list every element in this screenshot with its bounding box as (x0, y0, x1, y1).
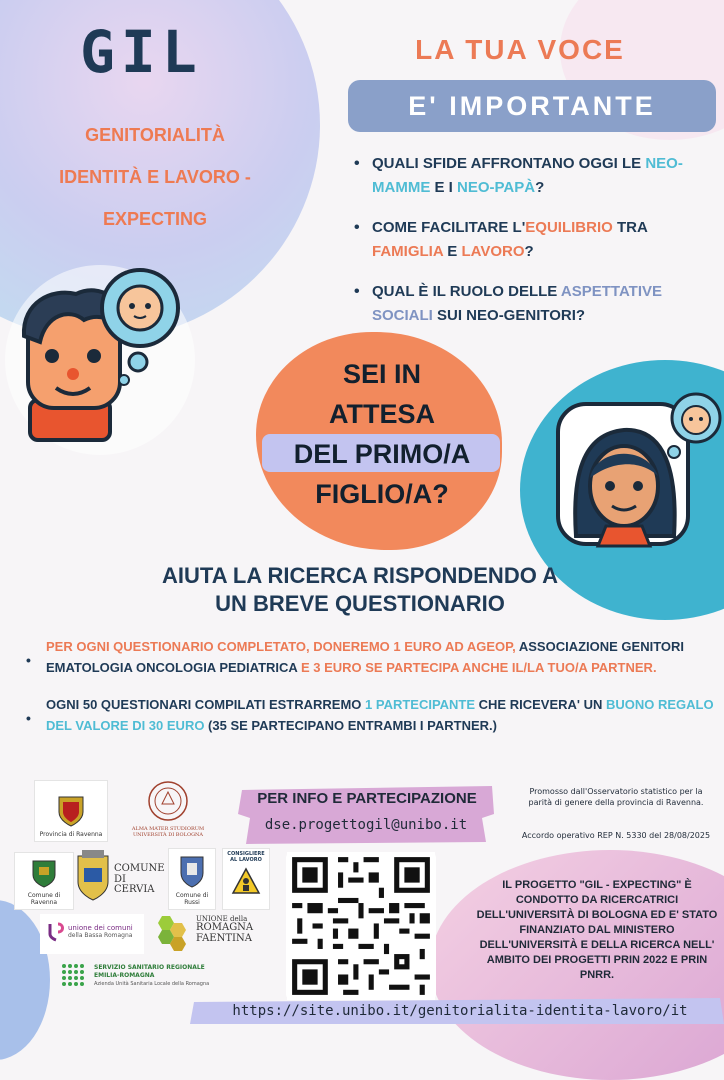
question-highlight: ASPETTATIVE SOCIALI (372, 283, 663, 324)
consigliere-label-line-1: CONSIGLIERE (227, 851, 265, 857)
qr-code[interactable] (286, 852, 436, 1000)
attesa-line-2: ATTESA (329, 399, 435, 429)
provincia-crest-icon (56, 794, 86, 828)
website-url-link[interactable]: https://site.unibo.it/genitorialita-identita-lavoro/it (232, 1003, 688, 1019)
question-item (350, 152, 695, 200)
unione-bassa-romagna-logo (40, 914, 144, 954)
brand-subtitle (40, 114, 270, 240)
cervia-crest-icon (74, 848, 112, 904)
ravenna-crest-icon (31, 859, 57, 889)
unione-romagna-faentina-logo (152, 910, 252, 956)
comune-russi-logo (168, 848, 216, 910)
question-text: QUAL È IL RUOLO DELLE (372, 283, 561, 300)
question-text: ? (524, 243, 534, 260)
info-text: PER OGNI QUESTIONARIO COMPLETATO, DONEREMO 1 EURO AD AGEOP, (46, 639, 516, 654)
cta-line-1: AIUTA LA RICERCA RISPONDENDO A (162, 563, 558, 588)
attesa-line-1: SEI IN (342, 359, 422, 389)
question-highlight: FAMIGLIA (372, 243, 444, 260)
attesa-line-3: DEL PRIMO/A (293, 439, 471, 469)
headline-la-tua-voce: LA TUA VOCE (415, 34, 625, 65)
cervia-label-line-1: COMUNE (114, 863, 165, 874)
info-text: ASSOCIAZIONE GENITORI EMATOLOGIA ONCOLOGIA PEDIATRICA (46, 639, 685, 675)
question-item (350, 280, 695, 328)
servizio-sanitario-logo (60, 960, 230, 996)
faentina-label-line-3: FAENTINA (196, 932, 252, 944)
unione-bassa-label-line-2: della Bassa Romagna (68, 932, 133, 939)
agreement-text: Accordo operativo REP N. 5330 del 28/08/2025 (521, 831, 711, 840)
headline-banner: E' IMPORTANTE (348, 80, 716, 132)
questions-list (350, 152, 695, 344)
cervia-label-line-2: DI CERVIA (114, 873, 155, 895)
question-highlight: EQUILIBRIO (525, 219, 613, 236)
contact-title: PER INFO E PARTECIPAZIONE (257, 790, 477, 807)
unibo-logo (118, 780, 218, 842)
info-text: OGNI 50 QUESTIONARI COMPILATI ESTRARREMO (46, 697, 366, 712)
comune-russi-label: Comune di Russi (175, 892, 209, 906)
question-highlight: NEO-PAPÀ (457, 179, 536, 196)
question-text: COME FACILITARE L' (372, 219, 526, 236)
project-note: IL PROGETTO "GIL - EXPECTING" È CONDOTTO DA RICERCATRICI DELL'UNIVERSITÀ DI BOLOGNA ED E' STATO FINANZIATO DAL MINISTERO DELL'UNIVERSITÀ E DELLA RICERCA NELL' AMBITO DEI PROGETTI PRIN 2022 E PRIN PNRR. (476, 879, 718, 981)
info-text: (35 SE PARTECIPANO ENTRAMBI I PARTNER.) (204, 718, 497, 733)
info-item-prize (24, 694, 714, 736)
question-text: E (443, 243, 462, 260)
info-text: BUONO REGALO DEL VALORE DI 30 EURO (46, 697, 714, 733)
brand-subtitle-line-2: IDENTITÀ E LAVORO - (59, 167, 251, 187)
promoter-text: Promosso dall'Osservatorio statistico per la parità di genere della provincia di Ravenna. (528, 787, 704, 807)
ssr-label-line-2: EMILIA-ROMAGNA (94, 972, 155, 979)
qr-code-pattern (286, 852, 436, 1000)
provincia-ravenna-logo (34, 780, 108, 842)
comune-cervia-logo (74, 848, 164, 908)
unione-bassa-label-line-1: unione dei comuni (68, 924, 133, 932)
question-text: SUI NEO-GENITORI? (432, 307, 586, 324)
attesa-question (262, 354, 502, 514)
mother-thinking-illustration (546, 386, 724, 556)
brand-subtitle-line-1: GENITORIALITÀ (85, 125, 225, 145)
question-text: QUALI SFIDE AFFRONTANO OGGI LE (372, 155, 646, 172)
faentina-label-line-1: UNIONE della (196, 915, 248, 923)
question-highlight: LAVORO (461, 243, 525, 260)
info-item-donation (24, 636, 714, 678)
gil-logo: GIL (80, 18, 203, 86)
question-text: ? (535, 179, 545, 196)
contact-email-link[interactable]: dse.progettogil@unibo.it (264, 817, 468, 833)
consigliere-lavoro-logo (222, 848, 270, 910)
cta-line-2: UN BREVE QUESTIONARIO (215, 591, 505, 616)
question-item (350, 216, 695, 264)
cta-heading (120, 562, 600, 618)
faentina-hexagon-icon (152, 912, 196, 954)
ssr-dots-icon (60, 962, 90, 992)
comune-ravenna-label: Comune di Ravenna (27, 892, 61, 906)
russi-crest-icon (179, 853, 205, 889)
info-list (24, 636, 714, 752)
comune-ravenna-logo (14, 852, 74, 910)
question-text: TRA (612, 219, 648, 236)
info-text: 1 PARTECIPANTE (365, 697, 476, 712)
info-text: CHE RICEVERA' UN (475, 697, 606, 712)
ssr-label-line-3: Azienda Unità Sanitaria Locale della Romagna (94, 981, 210, 987)
consigliere-label-line-2: AL LAVORO (230, 857, 262, 863)
unibo-label-line-1: ALMA MATER STUDIORUM (131, 826, 205, 832)
attesa-line-4: FIGLIO/A? (315, 479, 449, 509)
question-text: E I (430, 179, 458, 196)
unibo-label-line-2: UNIVERSITÀ DI BOLOGNA (132, 832, 204, 838)
brand-subtitle-line-3: EXPECTING (102, 209, 208, 229)
faentina-label-line-2: ROMAGNA (196, 922, 254, 934)
unione-bassa-icon (46, 920, 66, 944)
warning-sign-icon (231, 866, 261, 896)
provincia-ravenna-label: Provincia di Ravenna (39, 831, 103, 838)
unibo-seal-icon (147, 780, 189, 822)
ssr-label-line-1: SERVIZIO SANITARIO REGIONALE (94, 964, 205, 971)
info-text: E 3 EURO SE PARTECIPA ANCHE IL/LA TUO/A PARTNER. (297, 660, 657, 675)
question-highlight: NEO- MAMME (372, 155, 683, 196)
father-with-baby-illustration (0, 250, 230, 460)
